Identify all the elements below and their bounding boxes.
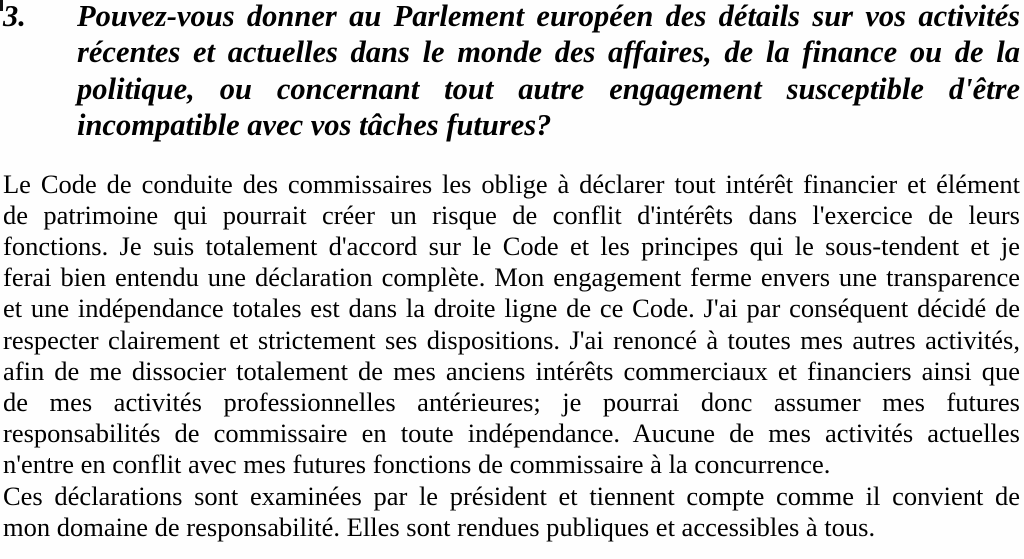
answer-line: ferai bien entendu une déclaration complète. Mon engagement ferme envers une transparence [3,262,1020,293]
question-line: politique, ou concernant tout autre engagement susceptible d'être [77,71,1020,106]
answer-line: de mes activités professionnelles antérieures; je pourrai donc assumer mes futures [3,387,1020,418]
answer-line: n'entre en conflit avec mes futures fonctions de commissaire à la concurrence. [3,449,831,480]
question-text [77,0,1024,144]
answer-line: fonctions. Je suis totalement d'accord sur le Code et les principes qui le sous-tendent et je [3,231,1020,262]
answer-line: Ces déclarations sont examinées par le président et tiennent compte comme il convient de [3,480,1020,511]
answer-line: Le Code de conduite des commissaires les oblige à déclarer tout intérêt financier et élément [3,168,1020,199]
question-line: incompatible avec vos tâches futures? [77,108,552,143]
answer-line: respecter clairement et strictement ses dispositions. J'ai renoncé à toutes mes autres activités, [3,324,1020,355]
answer-paragraph [3,169,1020,481]
answer-block [0,169,1024,543]
answer-line: responsabilités de commissaire en toute indépendance. Aucune de mes activités actuelles [3,418,1020,449]
answer-paragraph [3,481,1020,543]
question-block [0,0,1024,144]
answer-line: de patrimoine qui pourrait créer un risque de conflit d'intérêts dans l'exercice de leurs [3,199,1020,230]
answer-line: afin de me dissocier totalement de mes anciens intérêts commerciaux et financiers ainsi que [3,355,1020,386]
scan-artifact-corner-mark [0,0,3,11]
answer-line: et une indépendance totales est dans la droite ligne de ce Code. J'ai par conséquent décidé de [3,293,1020,324]
question-line: récentes et actuelles dans le monde des affaires, de la finance ou de la [77,35,1020,70]
answer-line: mon domaine de responsabilité. Elles sont rendues publiques et accessibles à tous. [3,511,876,542]
question-line: Pouvez-vous donner au Parlement européen des détails sur vos activités [77,0,1020,33]
question-number: 3. [3,0,26,33]
